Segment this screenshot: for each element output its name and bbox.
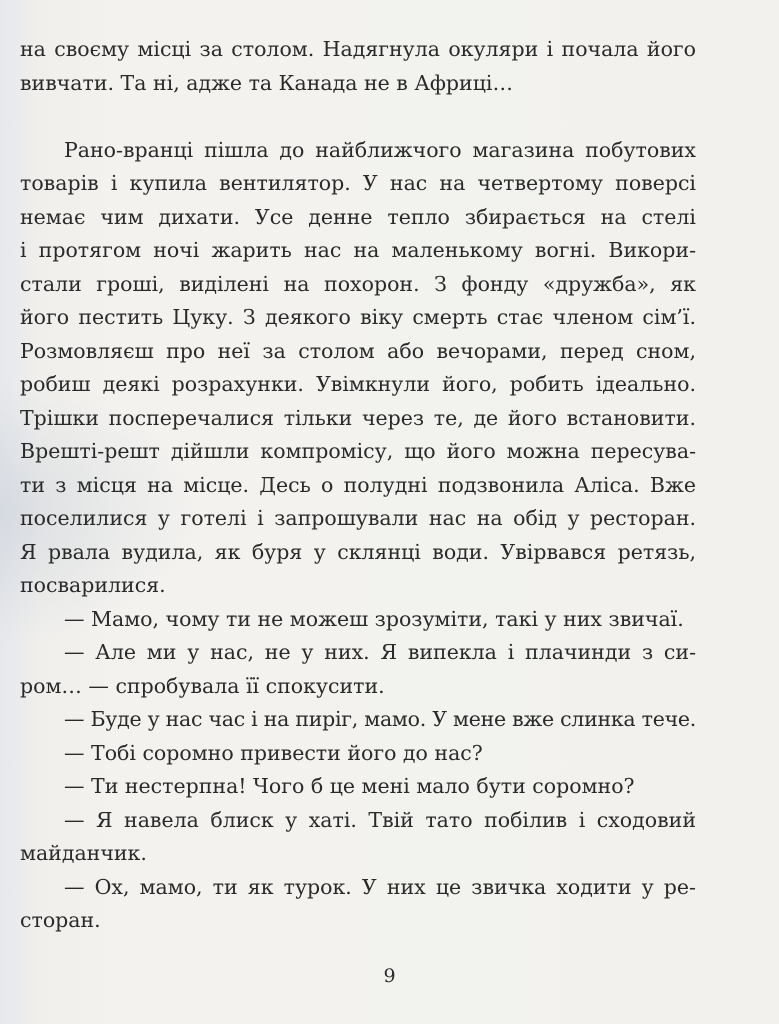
text-line: стали гроші, виділені на похорон. З фонду «дружба», як — [20, 271, 696, 296]
dialogue-line: — Тобі соромно привести його до нас? — [64, 740, 483, 765]
text-line: робиш деякі розрахунки. Увімкнули його, робить ідеально. — [20, 372, 696, 396]
dialogue-line: — Ти нестерпна! Чого б це мені мало бути соромно? — [64, 774, 635, 798]
dialogue-line: — Буде у нас час і на пиріг, мамо. У мене вже слинка тече. — [64, 707, 696, 731]
dialogue-line: — Ох, мамо, ти як турок. У них це звичка ходити у ре- — [64, 874, 696, 899]
text-line: і протягом ночі жарить нас на маленькому вогні. Викори- — [20, 238, 696, 262]
text-line: товарів і купила вентилятор. У нас на четвертому поверсі — [20, 171, 696, 195]
text-line: вивчати. Та ні, адже та Канада не в Африці… — [20, 70, 513, 95]
text-line: ти з місця на місце. Десь о полудні подзвонила Аліса. Вже — [20, 472, 696, 497]
text-line: Розмовляєш про неї за столом або вечорами, перед сном, — [20, 338, 696, 363]
text-line: Рано-вранці пішла до найближчого магазина побутових — [64, 137, 696, 162]
text-line: ром… — спробувала її спокусити. — [20, 673, 385, 698]
text-line: на своєму місці за столом. Надягнула окуляри і почала його — [20, 37, 696, 61]
dialogue-line: — Я навела блиск у хаті. Твій тато побілив і сходовий — [64, 807, 696, 832]
page-number: 9 — [383, 965, 396, 987]
dialogue-line: — Мамо, чому ти не можеш зрозуміти, такі у них звичаї. — [64, 606, 684, 631]
text-line: Я рвала вудила, як буря у склянці води. Увірвався ретязь, — [20, 539, 696, 564]
text-line: Врешті-решт дійшли компромісу, що його можна пересува- — [20, 439, 696, 463]
text-line: немає чим дихати. Усе денне тепло збирається на стелі — [20, 204, 696, 229]
text-line: посварилися. — [20, 573, 166, 597]
text-line: Трішки посперечалися тільки через те, де його встановити. — [20, 405, 696, 430]
dialogue-line: — Але ми у нас, не у них. Я випекла і плачинди з си- — [64, 640, 696, 664]
text-line: поселилися у готелі і запрошували нас на обід у ресторан. — [20, 506, 696, 530]
blank-line — [20, 100, 696, 134]
text-line: сторан. — [20, 908, 101, 932]
body-text — [20, 33, 696, 938]
text-line: майданчик. — [20, 841, 147, 865]
text-line: його пестить Цуку. З деякого віку смерть стає членом сім’ї. — [20, 305, 696, 329]
